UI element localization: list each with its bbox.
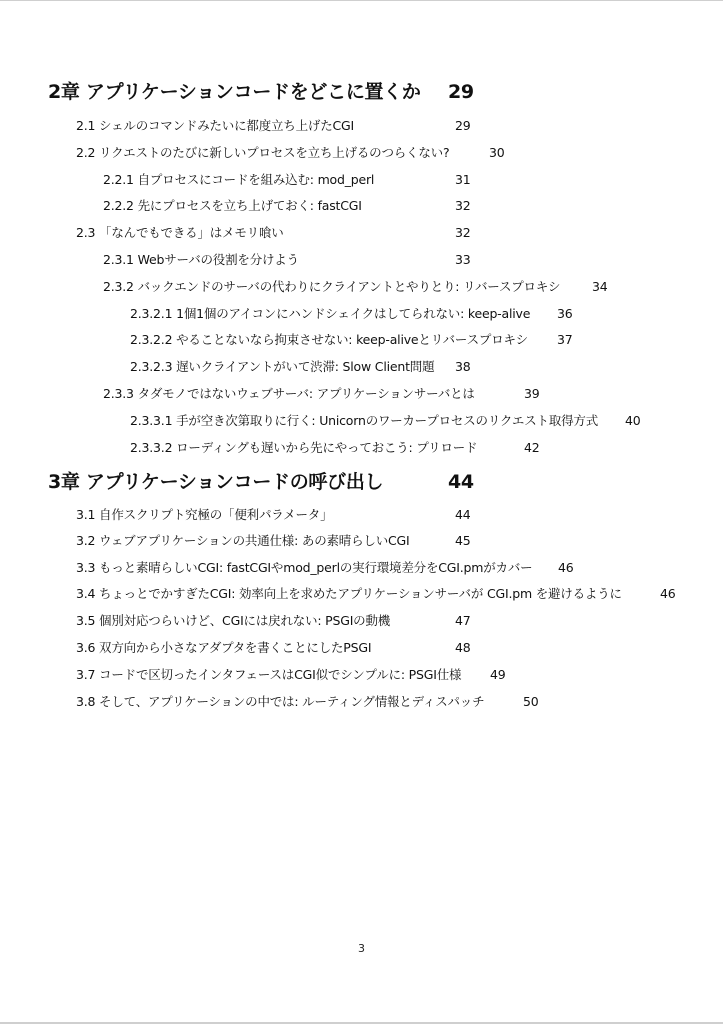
toc-section-entry[interactable] [103,386,540,401]
toc-entry-title: 2.3.2 バックエンドのサーバの代わりにクライアントとやりとり: リバースプロキシ [103,279,561,294]
toc-entry-title: 2章 アプリケーションコードをどこに置くか [48,81,421,103]
toc-entry-page-number: 30 [489,145,505,160]
toc-entry-title: 2.3.2.2 やることないなら拘束させない: keep-aliveとリバースプロキシ [130,332,528,347]
toc-section-entry[interactable] [76,533,471,548]
toc-section-entry[interactable] [76,145,505,160]
toc-entry-title: 3.4 ちょっとでかすぎたCGI: 効率向上を求めたアプリケーションサーバが CGI.pm を避けるように [76,586,622,601]
toc-entry-page-number: 39 [524,386,540,401]
toc-section-entry[interactable] [76,586,676,601]
toc-section-entry[interactable] [130,440,540,455]
toc-section-entry[interactable] [76,667,506,682]
toc-entry-title: 3章 アプリケーションコードの呼び出し [48,471,384,493]
toc-entry-page-number: 46 [558,560,574,575]
toc-entry-page-number: 37 [557,332,573,347]
toc-entry-title: 2.1 シェルのコマンドみたいに都度立ち上げたCGI [76,118,355,133]
toc-chapter-entry[interactable] [48,81,474,103]
toc-section-entry[interactable] [76,225,471,240]
toc-entry-page-number: 42 [524,440,540,455]
toc-section-entry[interactable] [103,279,608,294]
toc-entry-page-number: 49 [490,667,506,682]
toc-entry-page-number: 31 [455,172,471,187]
toc-section-entry[interactable] [76,507,471,522]
toc-entry-page-number: 48 [455,640,471,655]
toc-entry-title: 3.5 個別対応つらいけど、CGIには戻れない: PSGIの動機 [76,613,391,628]
toc-entry-page-number: 44 [448,471,474,493]
toc-entry-page-number: 47 [455,613,471,628]
toc-section-entry[interactable] [130,413,641,428]
toc-entry-page-number: 45 [455,533,471,548]
toc-section-entry[interactable] [76,613,471,628]
toc-entry-title: 2.3.2.3 遅いクライアントがいて渋滞: Slow Client問題 [130,359,435,374]
toc-entry-page-number: 29 [448,81,474,103]
toc-entry-page-number: 44 [455,507,471,522]
toc-entry-page-number: 50 [523,694,539,709]
toc-entry-page-number: 32 [455,225,471,240]
toc-entry-title: 3.1 自作スクリプト究極の「便利パラメータ」 [76,507,333,522]
toc-entry-page-number: 36 [557,306,573,321]
toc-entry-page-number: 29 [455,118,471,133]
toc-entry-title: 2.2 リクエストのたびに新しいプロセスを立ち上げるのつらくない? [76,145,450,160]
toc-section-entry[interactable] [130,306,573,321]
toc-section-entry[interactable] [103,252,471,267]
toc-section-entry[interactable] [76,694,539,709]
toc-entry-page-number: 32 [455,198,471,213]
toc-entry-title: 2.3.3.1 手が空き次第取りに行く: Unicornのワーカープロセスのリクエスト取得方式 [130,413,599,428]
toc-entry-page-number: 40 [625,413,641,428]
toc-section-entry[interactable] [103,198,471,213]
toc-entry-title: 2.3.3 タダモノではないウェブサーバ: アプリケーションサーバとは [103,386,475,401]
toc-entry-title: 2.3.1 Webサーバの役割を分けよう [103,252,299,267]
toc-section-entry[interactable] [103,172,471,187]
toc-chapter-entry[interactable] [48,471,474,493]
toc-entry-page-number: 33 [455,252,471,267]
toc-entry-title: 3.3 もっと素晴らしいCGI: fastCGIやmod_perlの実行環境差分をCGI.pmがカバー [76,560,533,575]
toc-section-entry[interactable] [130,332,573,347]
toc-entry-title: 3.6 双方向から小さなアダプタを書くことにしたPSGI [76,640,372,655]
toc-entry-title: 2.2.2 先にプロセスを立ち上げておく: fastCGI [103,198,362,213]
toc-section-entry[interactable] [130,359,471,374]
toc-entry-title: 3.7 コードで区切ったインタフェースはCGI似でシンプルに: PSGI仕様 [76,667,462,682]
toc-section-entry[interactable] [76,560,574,575]
page-top-border [0,0,723,1]
toc-entry-title: 3.8 そして、アプリケーションの中では: ルーティング情報とディスパッチ [76,694,485,709]
toc-entry-page-number: 46 [660,586,676,601]
toc-entry-page-number: 34 [592,279,608,294]
page-number: 3 [358,942,365,955]
toc-entry-title: 2.3 「なんでもできる」はメモリ喰い [76,225,284,240]
toc-entry-title: 3.2 ウェブアプリケーションの共通仕様: あの素晴らしいCGI [76,533,410,548]
toc-section-entry[interactable] [76,118,471,133]
toc-entry-title: 2.3.3.2 ローディングも遅いから先にやっておこう: プリロード [130,440,478,455]
toc-section-entry[interactable] [76,640,471,655]
toc-entry-page-number: 38 [455,359,471,374]
toc-entry-title: 2.2.1 自プロセスにコードを組み込む: mod_perl [103,172,375,187]
toc-entry-title: 2.3.2.1 1個1個のアイコンにハンドシェイクはしてられない: keep-alive [130,306,531,321]
